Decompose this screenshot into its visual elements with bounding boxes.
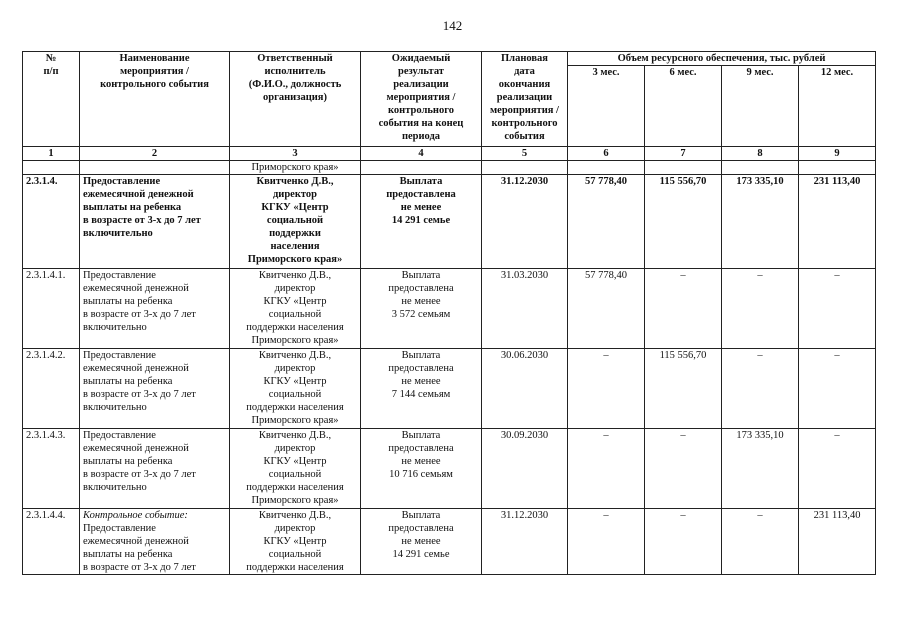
header-date: Плановая дата окончания реализации мероприятия / контрольного события	[482, 52, 568, 147]
row-volume-m6: –	[645, 269, 722, 349]
row-volume-m6: 115 556,70	[645, 175, 722, 269]
row-name	[80, 509, 230, 575]
row-volume-m6: –	[645, 509, 722, 575]
header-9-months: 9 мес.	[722, 66, 799, 147]
row-date: 30.09.2030	[482, 429, 568, 509]
row-result: Выплата предоставлена не менее 14 291 семье	[361, 175, 482, 269]
control-event-prefix: Контрольное событие:	[83, 510, 188, 521]
header-number: № п/п	[23, 52, 80, 147]
row-responsible: Квитченко Д.В., директор КГКУ «Центр социальной поддержки населения	[230, 509, 361, 575]
row-name	[80, 269, 230, 349]
column-number: 4	[361, 147, 482, 161]
header-name: Наименование мероприятия / контрольного события	[80, 52, 230, 147]
row-date: 31.12.2030	[482, 175, 568, 269]
row-responsible: Квитченко Д.В., директор КГКУ «Центр социальной поддержки населения Приморского края»	[230, 175, 361, 269]
table-row	[23, 175, 876, 269]
row-date: 30.06.2030	[482, 349, 568, 429]
row-name	[80, 349, 230, 429]
page-number: 142	[442, 18, 463, 33]
row-name-text: Предоставление ежемесячной денежной выплаты на ребенка в возрасте от 3-х до 7 лет включительно	[83, 270, 196, 333]
row-volume-m12: –	[799, 269, 876, 349]
column-number: 6	[568, 147, 645, 161]
row-volume-m3: –	[568, 349, 645, 429]
table-row	[23, 509, 876, 575]
row-responsible: Квитченко Д.В., директор КГКУ «Центр социальной поддержки населения Приморского края»	[230, 269, 361, 349]
row-volume-m9: 173 335,10	[722, 175, 799, 269]
row-volume-m3: –	[568, 429, 645, 509]
row-id: 2.3.1.4.4.	[23, 509, 80, 575]
column-number: 8	[722, 147, 799, 161]
row-volume-m12: 231 113,40	[799, 175, 876, 269]
row-volume-m3: 57 778,40	[568, 175, 645, 269]
header-responsible: Ответственный исполнитель (Ф.И.О., должность организация)	[230, 52, 361, 147]
row-name	[80, 175, 230, 269]
column-number: 7	[645, 147, 722, 161]
column-number-row	[23, 147, 876, 161]
row-id: 2.3.1.4.1.	[23, 269, 80, 349]
column-number: 2	[80, 147, 230, 161]
continuation-row	[23, 161, 876, 175]
row-id: 2.3.1.4.2.	[23, 349, 80, 429]
row-name-text: Предоставление ежемесячной денежной выплаты на ребенка в возрасте от 3-х до 7 лет включительно	[83, 430, 196, 493]
row-volume-m12: 231 113,40	[799, 509, 876, 575]
row-responsible: Квитченко Д.В., директор КГКУ «Центр социальной поддержки населения Приморского края»	[230, 429, 361, 509]
row-date: 31.03.2030	[482, 269, 568, 349]
row-volume-m6: –	[645, 429, 722, 509]
row-name-text: Предоставление ежемесячной денежной выплаты на ребенка в возрасте от 3-х до 7 лет	[83, 523, 196, 573]
row-volume-m3: –	[568, 509, 645, 575]
row-volume-m12: –	[799, 349, 876, 429]
continuation-text: Приморского края»	[230, 161, 361, 175]
table-row	[23, 349, 876, 429]
row-id: 2.3.1.4.	[23, 175, 80, 269]
row-volume-m9: –	[722, 269, 799, 349]
column-number: 9	[799, 147, 876, 161]
row-volume-m9: –	[722, 509, 799, 575]
column-number: 5	[482, 147, 568, 161]
row-responsible: Квитченко Д.В., директор КГКУ «Центр социальной поддержки населения Приморского края»	[230, 349, 361, 429]
row-date: 31.12.2030	[482, 509, 568, 575]
header-volume: Объем ресурсного обеспечения, тыс. рублей	[568, 52, 876, 66]
row-volume-m3: 57 778,40	[568, 269, 645, 349]
row-id: 2.3.1.4.3.	[23, 429, 80, 509]
column-number: 3	[230, 147, 361, 161]
action-plan-table	[22, 51, 876, 575]
row-volume-m9: 173 335,10	[722, 429, 799, 509]
table-row	[23, 269, 876, 349]
row-volume-m12: –	[799, 429, 876, 509]
row-result: Выплата предоставлена не менее 7 144 семьям	[361, 349, 482, 429]
header-12-months: 12 мес.	[799, 66, 876, 147]
row-name	[80, 429, 230, 509]
row-result: Выплата предоставлена не менее 14 291 семье	[361, 509, 482, 575]
header-3-months: 3 мес.	[568, 66, 645, 147]
column-number: 1	[23, 147, 80, 161]
row-name-text: Предоставление ежемесячной денежной выплаты на ребенка в возрасте от 3-х до 7 лет включительно	[83, 176, 201, 239]
row-name-text: Предоставление ежемесячной денежной выплаты на ребенка в возрасте от 3-х до 7 лет включительно	[83, 350, 196, 413]
row-result: Выплата предоставлена не менее 3 572 семьям	[361, 269, 482, 349]
row-volume-m6: 115 556,70	[645, 349, 722, 429]
table-row	[23, 429, 876, 509]
header-result: Ожидаемый результат реализации мероприятия / контрольного события на конец периода	[361, 52, 482, 147]
row-result: Выплата предоставлена не менее 10 716 семьям	[361, 429, 482, 509]
row-volume-m9: –	[722, 349, 799, 429]
header-6-months: 6 мес.	[645, 66, 722, 147]
